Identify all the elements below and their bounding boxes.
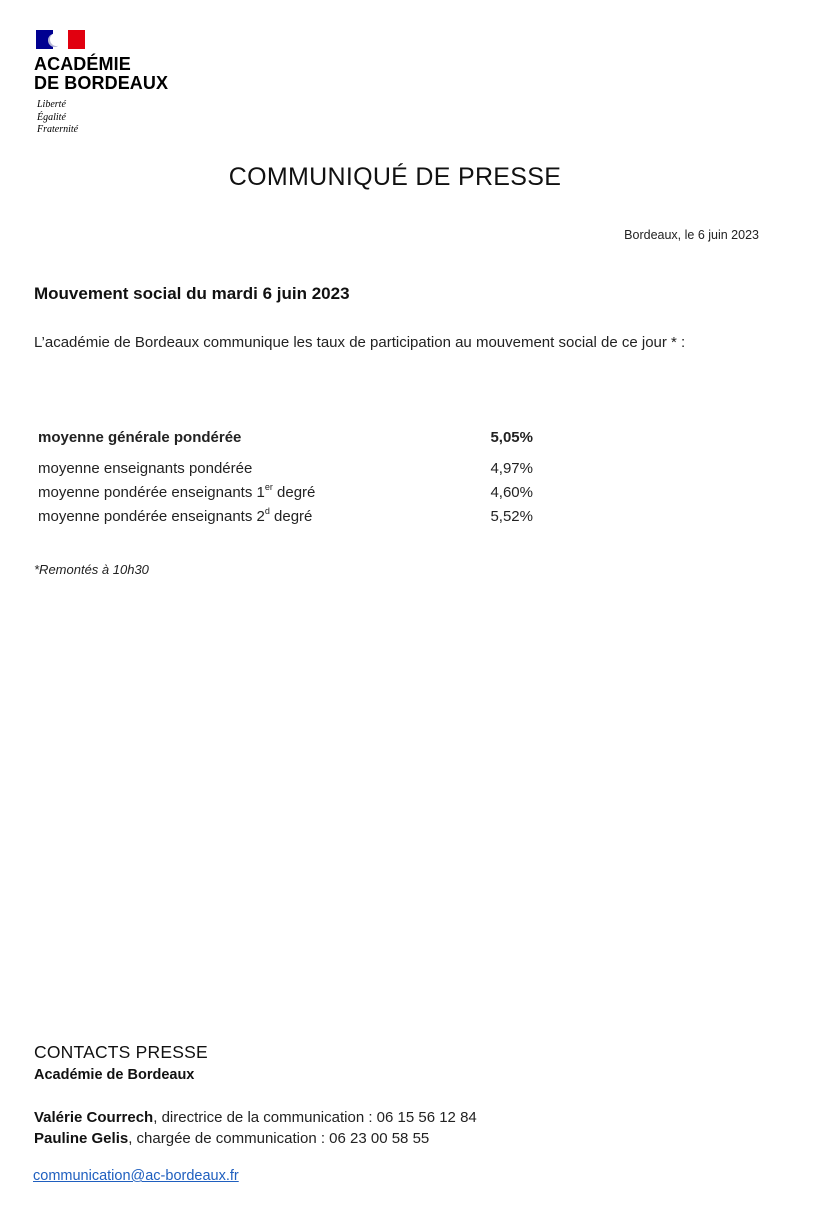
contact-role: , directrice de la communication : 06 15 56 12 84 <box>153 1109 477 1126</box>
rate-label: moyenne pondérée enseignants 2$^d$ degré <box>38 506 313 525</box>
organization-name <box>34 55 168 93</box>
rate-value: 5,52% <box>490 508 533 525</box>
rate-value: 4,97% <box>490 460 533 477</box>
document-date: Bordeaux, le 6 juin 2023 <box>624 228 759 242</box>
footnote: *Remontés à 10h30 <box>34 562 149 577</box>
contact-name: Valérie Courrech <box>34 1109 154 1126</box>
section-heading: Mouvement social du mardi 6 juin 2023 <box>34 284 350 303</box>
contact-name: Pauline Gelis <box>34 1130 129 1147</box>
motto-liberte: Liberté <box>37 99 66 110</box>
flag-red-band <box>68 30 85 49</box>
contacts-title: CONTACTS PRESSE <box>34 1042 208 1062</box>
motto-fraternite: Fraternité <box>37 124 79 135</box>
intro-paragraph: L’académie de Bordeaux communique les taux de participation au mouvement social de ce jour * : <box>34 334 686 351</box>
rate-row-teachers-first-degree <box>38 484 538 506</box>
rate-row-general <box>38 429 538 451</box>
flag-white-band <box>53 30 68 49</box>
rate-label: moyenne pondérée enseignants 1er degré <box>38 482 316 501</box>
rate-value: 4,60% <box>490 484 533 501</box>
document-title: COMMUNIQUÉ DE PRESSE <box>228 163 562 191</box>
contact-role: , chargée de communication : 06 23 00 58 55 <box>128 1130 430 1147</box>
rate-row-teachers <box>38 460 538 482</box>
org-line-2: DE BORDEAUX <box>34 73 169 93</box>
republic-motto <box>37 99 78 137</box>
contacts-organization: Académie de Bordeaux <box>34 1067 195 1083</box>
motto-egalite: Égalité <box>37 111 66 123</box>
rate-label: moyenne enseignants pondérée <box>38 460 253 477</box>
contact-person <box>34 1109 477 1126</box>
contact-person <box>34 1130 429 1147</box>
org-line-1: ACADÉMIE <box>34 54 131 74</box>
rate-value: 5,05% <box>490 429 533 446</box>
marianne-flag-logo <box>36 30 85 49</box>
email-link[interactable]: communication@ac-bordeaux.fr <box>33 1168 239 1184</box>
rate-label: moyenne générale pondérée <box>38 429 242 446</box>
rate-row-teachers-second-degree <box>38 508 538 530</box>
